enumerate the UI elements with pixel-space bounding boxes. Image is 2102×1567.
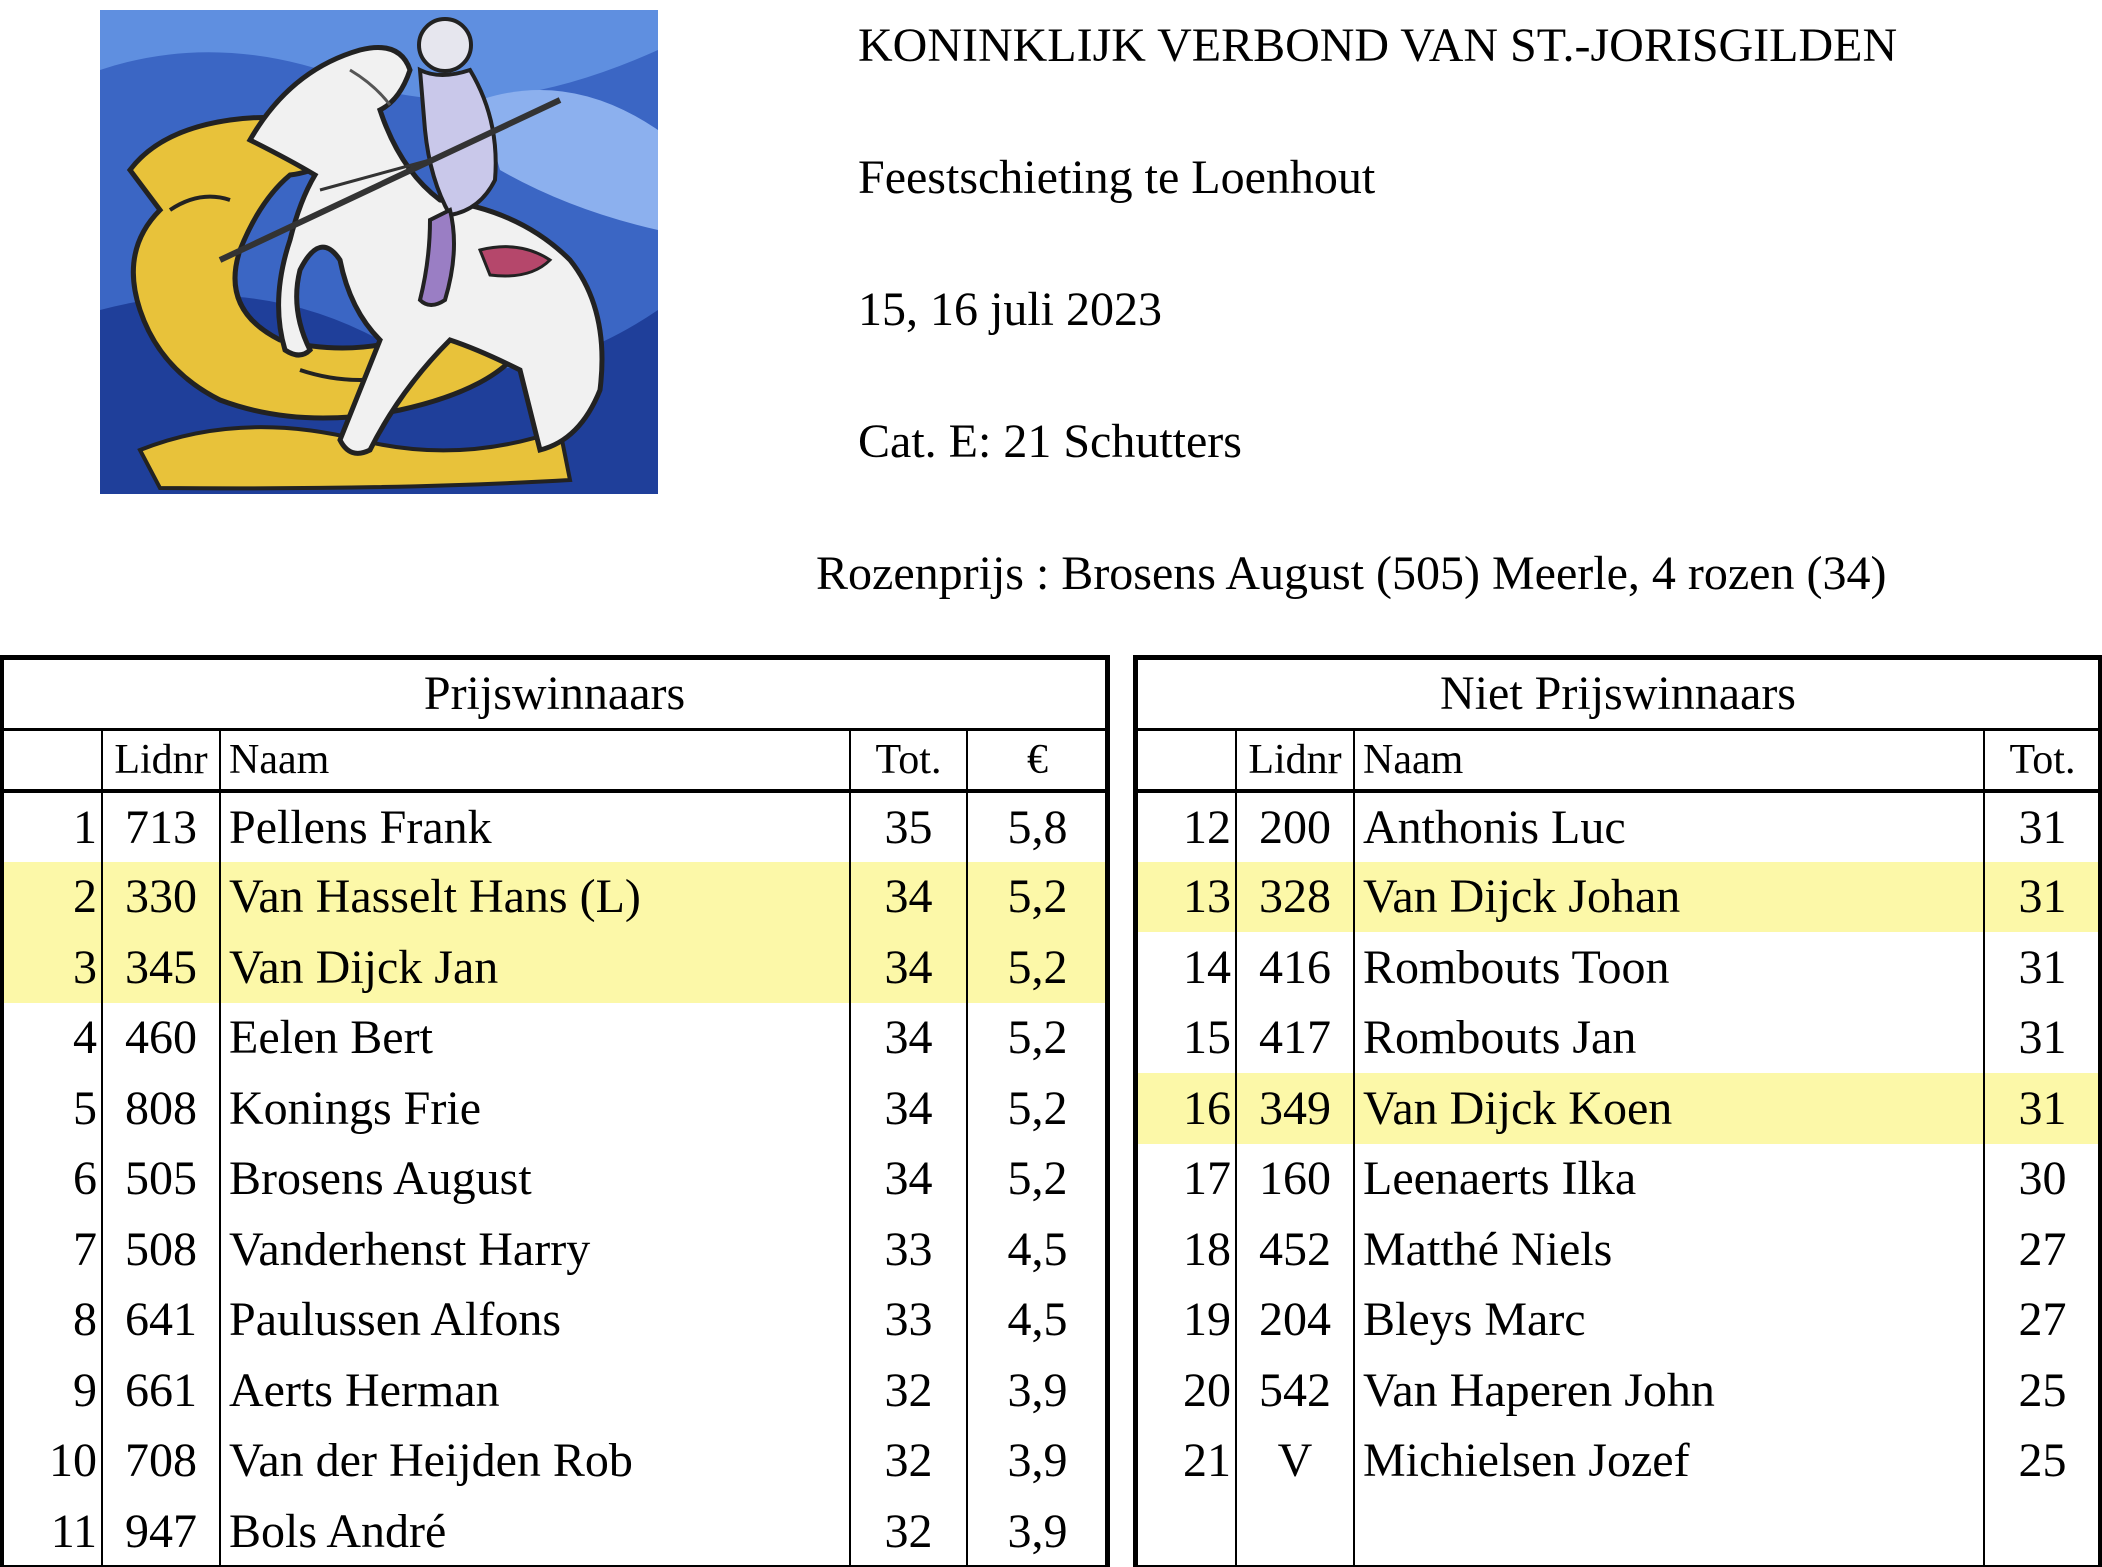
cell-prize: 5,2 bbox=[967, 862, 1107, 933]
cell-rank: 7 bbox=[2, 1214, 102, 1285]
cell-lidnr: 641 bbox=[102, 1285, 220, 1356]
cell-rank: 1 bbox=[2, 791, 102, 862]
cell-rank: 21 bbox=[1136, 1426, 1236, 1497]
table-row bbox=[2, 1285, 1107, 1356]
cell-lidnr: 417 bbox=[1236, 1003, 1354, 1074]
table-row bbox=[1136, 1144, 2100, 1215]
cell-naam: Matthé Niels bbox=[1354, 1214, 1984, 1285]
cell-naam: Aerts Herman bbox=[220, 1355, 850, 1426]
cell-lidnr: 708 bbox=[102, 1426, 220, 1497]
winners-lidnr-header: Lidnr bbox=[102, 730, 220, 792]
cell-rank: 18 bbox=[1136, 1214, 1236, 1285]
cell-tot: 33 bbox=[850, 1214, 967, 1285]
table-row bbox=[1136, 1496, 2100, 1567]
cell-rank: 2 bbox=[2, 862, 102, 933]
cell-lidnr: 661 bbox=[102, 1355, 220, 1426]
cell-rank: 12 bbox=[1136, 791, 1236, 862]
cell-lidnr: 808 bbox=[102, 1073, 220, 1144]
cell-lidnr: 345 bbox=[102, 932, 220, 1003]
table-row bbox=[2, 1073, 1107, 1144]
cell-lidnr: V bbox=[1236, 1426, 1354, 1497]
cell-rank: 16 bbox=[1136, 1073, 1236, 1144]
cell-tot: 34 bbox=[850, 932, 967, 1003]
cell-tot: 32 bbox=[850, 1426, 967, 1497]
cell-tot: 32 bbox=[850, 1355, 967, 1426]
cell-rank: 8 bbox=[2, 1285, 102, 1356]
cell-prize: 5,2 bbox=[967, 932, 1107, 1003]
table-row bbox=[2, 862, 1107, 933]
cell-tot: 34 bbox=[850, 1003, 967, 1074]
cell-tot: 31 bbox=[1984, 1073, 2100, 1144]
cell-naam: Van Dijck Koen bbox=[1354, 1073, 1984, 1144]
cell-naam: Brosens August bbox=[220, 1144, 850, 1215]
cell-prize: 5,2 bbox=[1007, 1011, 1068, 1065]
cell-tot: 34 bbox=[850, 862, 967, 933]
cell-tot: 32 bbox=[850, 1496, 967, 1567]
table-row bbox=[2, 1144, 1107, 1215]
cell-naam: Rombouts Jan bbox=[1354, 1003, 1984, 1074]
cell-rank: 4 bbox=[2, 1003, 102, 1074]
cell-prize: 5,2 bbox=[1007, 1152, 1068, 1206]
cell-lidnr: 713 bbox=[102, 791, 220, 862]
cell-naam: Leenaerts Ilka bbox=[1354, 1144, 1984, 1215]
cell-lidnr: 505 bbox=[102, 1144, 220, 1215]
table-row bbox=[1136, 1214, 2100, 1285]
cell-lidnr: 947 bbox=[102, 1496, 220, 1567]
cell-lidnr: 416 bbox=[1236, 932, 1354, 1003]
event-title: Feestschieting te Loenhout bbox=[858, 151, 1376, 204]
cell-lidnr: 204 bbox=[1236, 1285, 1354, 1356]
cell-prize: 3,9 bbox=[1007, 1504, 1068, 1558]
cell-lidnr: 200 bbox=[1236, 791, 1354, 862]
table-row bbox=[1136, 932, 2100, 1003]
cell-rank: 13 bbox=[1136, 862, 1236, 933]
cell-naam bbox=[1354, 1496, 1984, 1567]
cell-rank: 10 bbox=[2, 1426, 102, 1497]
table-row bbox=[2, 1355, 1107, 1426]
table-row bbox=[1136, 791, 2100, 862]
cell-lidnr: 160 bbox=[1236, 1144, 1354, 1215]
table-row bbox=[2, 1496, 1107, 1567]
cell-prize: 4,5 bbox=[1007, 1222, 1068, 1276]
cell-naam: Bols André bbox=[220, 1496, 850, 1567]
cell-naam: Eelen Bert bbox=[220, 1003, 850, 1074]
non-winners-rank-header bbox=[1136, 730, 1236, 792]
table-row bbox=[1136, 1003, 2100, 1074]
cell-rank: 11 bbox=[2, 1496, 102, 1567]
cell-naam: Paulussen Alfons bbox=[220, 1285, 850, 1356]
cell-rank bbox=[1136, 1496, 1236, 1567]
cell-rank: 9 bbox=[2, 1355, 102, 1426]
cell-lidnr: 460 bbox=[102, 1003, 220, 1074]
table-row bbox=[1136, 1426, 2100, 1497]
cell-rank: 20 bbox=[1136, 1355, 1236, 1426]
cell-prize: 5,2 bbox=[1007, 1081, 1068, 1135]
cell-naam: Pellens Frank bbox=[220, 791, 850, 862]
non-winners-lidnr-header: Lidnr bbox=[1236, 730, 1354, 792]
cell-rank: 6 bbox=[2, 1144, 102, 1215]
rose-prize-line: Rozenprijs : Brosens August (505) Meerle, 4 rozen (34) bbox=[816, 547, 1887, 600]
cell-prize: 5,8 bbox=[1007, 800, 1068, 854]
table-row bbox=[2, 1003, 1107, 1074]
cell-naam: Van Dijck Jan bbox=[220, 932, 850, 1003]
cell-naam: Van Dijck Johan bbox=[1354, 862, 1984, 933]
cell-rank: 15 bbox=[1136, 1003, 1236, 1074]
cell-rank: 3 bbox=[2, 932, 102, 1003]
event-date: 15, 16 juli 2023 bbox=[858, 283, 1163, 336]
organization-title: KONINKLIJK VERBOND VAN ST.-JORISGILDEN bbox=[858, 19, 1898, 72]
cell-tot: 25 bbox=[2018, 1363, 2067, 1417]
table-row bbox=[2, 1214, 1107, 1285]
cell-tot: 35 bbox=[850, 791, 967, 862]
st-george-dragon-stained-glass-icon bbox=[100, 10, 658, 494]
cell-tot: 31 bbox=[1984, 862, 2100, 933]
cell-tot: 27 bbox=[2018, 1222, 2067, 1276]
table-row bbox=[1136, 862, 2100, 933]
cell-tot: 25 bbox=[2018, 1434, 2067, 1488]
cell-naam: Van Hasselt Hans (L) bbox=[220, 862, 850, 933]
non-winners-table bbox=[1136, 658, 2100, 1567]
table-row bbox=[2, 932, 1107, 1003]
cell-lidnr bbox=[1236, 1496, 1354, 1567]
cell-tot: 30 bbox=[2018, 1152, 2067, 1206]
cell-rank: 14 bbox=[1136, 932, 1236, 1003]
non-winners-naam-header: Naam bbox=[1354, 730, 1984, 792]
cell-lidnr: 452 bbox=[1236, 1214, 1354, 1285]
cell-lidnr: 328 bbox=[1236, 862, 1354, 933]
cell-tot: 34 bbox=[850, 1144, 967, 1215]
winners-prize-header: € bbox=[967, 730, 1107, 792]
cell-prize: 4,5 bbox=[1007, 1293, 1068, 1347]
table-row bbox=[1136, 1073, 2100, 1144]
table-row bbox=[1136, 1285, 2100, 1356]
non-winners-tot-header: Tot. bbox=[1984, 730, 2100, 792]
cell-tot: 31 bbox=[2018, 800, 2067, 854]
cell-naam: Konings Frie bbox=[220, 1073, 850, 1144]
cell-naam: Anthonis Luc bbox=[1354, 791, 1984, 862]
cell-rank: 17 bbox=[1136, 1144, 1236, 1215]
winners-naam-header: Naam bbox=[220, 730, 850, 792]
cell-naam: Van Haperen John bbox=[1354, 1355, 1984, 1426]
cell-tot: 33 bbox=[850, 1285, 967, 1356]
table-row bbox=[2, 1426, 1107, 1497]
cell-lidnr: 330 bbox=[102, 862, 220, 933]
cell-naam: Van der Heijden Rob bbox=[220, 1426, 850, 1497]
cell-tot bbox=[1984, 1496, 2100, 1567]
winners-table-title: Prijswinnaars bbox=[2, 658, 1107, 730]
cell-prize: 3,9 bbox=[1007, 1363, 1068, 1417]
cell-naam: Vanderhenst Harry bbox=[220, 1214, 850, 1285]
winners-tot-header: Tot. bbox=[850, 730, 967, 792]
winners-table bbox=[2, 658, 1107, 1567]
non-winners-table-title: Niet Prijswinnaars bbox=[1136, 658, 2100, 730]
cell-prize: 3,9 bbox=[1007, 1434, 1068, 1488]
table-row bbox=[1136, 1355, 2100, 1426]
category-label: Cat. E: 21 Schutters bbox=[858, 415, 1242, 468]
cell-lidnr: 542 bbox=[1236, 1355, 1354, 1426]
cell-naam: Michielsen Jozef bbox=[1354, 1426, 1984, 1497]
cell-lidnr: 349 bbox=[1236, 1073, 1354, 1144]
cell-lidnr: 508 bbox=[102, 1214, 220, 1285]
cell-rank: 5 bbox=[2, 1073, 102, 1144]
winners-rank-header bbox=[2, 730, 102, 792]
cell-naam: Bleys Marc bbox=[1354, 1285, 1984, 1356]
cell-tot: 31 bbox=[2018, 940, 2067, 994]
cell-tot: 34 bbox=[850, 1073, 967, 1144]
cell-tot: 27 bbox=[2018, 1293, 2067, 1347]
cell-naam: Rombouts Toon bbox=[1354, 932, 1984, 1003]
cell-rank: 19 bbox=[1136, 1285, 1236, 1356]
cell-tot: 31 bbox=[2018, 1011, 2067, 1065]
table-row bbox=[2, 791, 1107, 862]
